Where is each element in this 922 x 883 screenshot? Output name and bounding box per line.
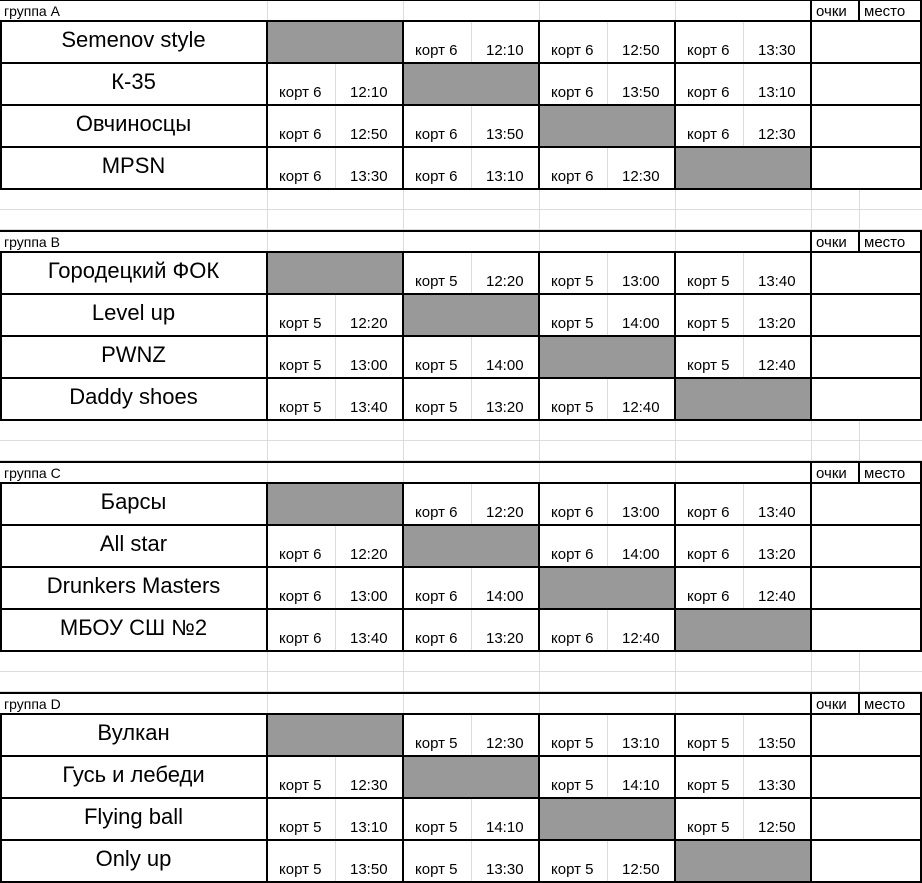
cell-gridline bbox=[607, 63, 608, 105]
spacer-gridline bbox=[403, 651, 404, 693]
spacer-gridline bbox=[267, 189, 268, 231]
cell-gridline bbox=[335, 105, 336, 147]
self-match-cell bbox=[675, 840, 811, 882]
match-time: 13:00 bbox=[622, 504, 660, 521]
match-court: корт 6 bbox=[551, 630, 594, 647]
match-time: 12:40 bbox=[622, 399, 660, 416]
cell-gridline bbox=[743, 756, 744, 798]
team-name: Барсы bbox=[100, 489, 167, 514]
cell-gridline bbox=[743, 105, 744, 147]
spacer-gridline bbox=[267, 420, 268, 462]
row-border bbox=[0, 20, 922, 22]
cell-gridline bbox=[607, 714, 608, 756]
spacer-gridline bbox=[403, 189, 404, 231]
cell-gridline bbox=[607, 294, 608, 336]
match-time: 14:00 bbox=[486, 357, 524, 374]
place-header: место bbox=[864, 234, 906, 251]
cell-gridline bbox=[471, 21, 472, 63]
cell-gridline bbox=[607, 147, 608, 189]
row-border bbox=[0, 104, 922, 106]
cell-gridline bbox=[335, 63, 336, 105]
header-gridline bbox=[539, 0, 540, 21]
row-border bbox=[0, 566, 922, 568]
team-name: Daddy shoes bbox=[69, 384, 198, 409]
match-court: корт 6 bbox=[687, 84, 730, 101]
place-header: место bbox=[864, 696, 906, 713]
match-court: корт 6 bbox=[415, 588, 458, 605]
team-name: Flying ball bbox=[83, 804, 184, 829]
column-border bbox=[538, 483, 540, 651]
spacer-gridline bbox=[675, 189, 676, 231]
match-time: 12:40 bbox=[622, 630, 660, 647]
cell-gridline bbox=[335, 567, 336, 609]
match-time: 13:20 bbox=[486, 630, 524, 647]
cell-gridline bbox=[471, 378, 472, 420]
match-time: 12:40 bbox=[758, 588, 796, 605]
team-name: МБОУ СШ №2 bbox=[59, 615, 208, 640]
cell-gridline bbox=[743, 294, 744, 336]
cell-gridline bbox=[607, 756, 608, 798]
spacer-gridline bbox=[403, 420, 404, 462]
row-border bbox=[0, 62, 922, 64]
cell-gridline bbox=[335, 756, 336, 798]
cell-gridline bbox=[335, 840, 336, 882]
header-column-border bbox=[810, 693, 812, 714]
row-border bbox=[0, 839, 922, 841]
column-border bbox=[402, 252, 404, 420]
match-time: 13:20 bbox=[486, 399, 524, 416]
self-match-cell bbox=[267, 714, 403, 756]
match-court: корт 6 bbox=[551, 42, 594, 59]
match-time: 12:10 bbox=[350, 84, 388, 101]
match-time: 14:10 bbox=[486, 819, 524, 836]
match-court: корт 6 bbox=[279, 168, 322, 185]
spacer-gridline bbox=[539, 651, 540, 693]
cell-gridline bbox=[607, 609, 608, 651]
match-court: корт 5 bbox=[551, 777, 594, 794]
row-border bbox=[0, 650, 922, 652]
header-gridline bbox=[539, 462, 540, 483]
match-time: 12:40 bbox=[758, 357, 796, 374]
match-time: 13:50 bbox=[758, 735, 796, 752]
match-time: 14:00 bbox=[622, 315, 660, 332]
table-left-border bbox=[0, 21, 2, 189]
match-time: 12:30 bbox=[622, 168, 660, 185]
match-time: 13:30 bbox=[758, 42, 796, 59]
cell-gridline bbox=[743, 252, 744, 294]
match-court: корт 5 bbox=[279, 315, 322, 332]
column-border bbox=[810, 252, 812, 420]
match-court: корт 5 bbox=[551, 399, 594, 416]
spacer-gridline bbox=[859, 189, 860, 231]
match-court: корт 6 bbox=[687, 588, 730, 605]
cell-gridline bbox=[607, 252, 608, 294]
match-court: корт 5 bbox=[551, 735, 594, 752]
team-name: MPSN bbox=[101, 153, 166, 178]
match-court: корт 6 bbox=[551, 168, 594, 185]
match-court: корт 6 bbox=[551, 84, 594, 101]
team-name: Овчиносцы bbox=[75, 111, 192, 136]
self-match-cell bbox=[539, 105, 675, 147]
table-left-border bbox=[0, 714, 2, 882]
match-time: 12:30 bbox=[758, 126, 796, 143]
cell-gridline bbox=[471, 798, 472, 840]
cell-gridline bbox=[607, 483, 608, 525]
cell-gridline bbox=[743, 336, 744, 378]
row-border bbox=[0, 755, 922, 757]
match-time: 12:50 bbox=[622, 861, 660, 878]
match-court: корт 6 bbox=[551, 504, 594, 521]
column-border bbox=[674, 252, 676, 420]
header-gridline bbox=[403, 0, 404, 21]
match-court: корт 5 bbox=[279, 777, 322, 794]
group-top-border bbox=[0, 692, 922, 694]
match-time: 13:40 bbox=[350, 630, 388, 647]
group-title: группа D bbox=[4, 696, 61, 712]
header-column-border bbox=[858, 0, 860, 21]
table-left-border bbox=[0, 252, 2, 420]
header-gridline bbox=[675, 462, 676, 483]
group-title: группа С bbox=[4, 465, 61, 481]
team-name: All star bbox=[99, 531, 168, 556]
cell-gridline bbox=[471, 105, 472, 147]
points-header: очки bbox=[816, 234, 847, 251]
match-time: 12:30 bbox=[350, 777, 388, 794]
match-time: 13:00 bbox=[622, 273, 660, 290]
self-match-cell bbox=[675, 609, 811, 651]
spacer-gridline bbox=[0, 440, 922, 441]
header-column-border bbox=[810, 231, 812, 252]
column-border bbox=[538, 714, 540, 882]
self-match-cell bbox=[267, 483, 403, 525]
match-court: корт 5 bbox=[687, 777, 730, 794]
row-border bbox=[0, 377, 922, 379]
match-court: корт 6 bbox=[687, 504, 730, 521]
team-name: PWNZ bbox=[101, 342, 166, 367]
match-court: корт 6 bbox=[415, 630, 458, 647]
group-top-border bbox=[0, 0, 922, 1]
cell-gridline bbox=[471, 483, 472, 525]
cell-gridline bbox=[335, 798, 336, 840]
header-gridline bbox=[267, 462, 268, 483]
match-court: корт 6 bbox=[279, 84, 322, 101]
match-time: 13:10 bbox=[350, 819, 388, 836]
match-court: корт 5 bbox=[415, 861, 458, 878]
match-time: 13:40 bbox=[350, 399, 388, 416]
cell-gridline bbox=[607, 840, 608, 882]
row-border bbox=[0, 419, 922, 421]
column-border bbox=[810, 21, 812, 189]
column-border bbox=[810, 714, 812, 882]
header-column-border bbox=[858, 693, 860, 714]
match-court: корт 5 bbox=[687, 273, 730, 290]
match-time: 13:50 bbox=[350, 861, 388, 878]
group-title: группа А bbox=[4, 3, 60, 19]
column-border bbox=[674, 714, 676, 882]
match-court: корт 5 bbox=[687, 819, 730, 836]
row-border bbox=[0, 713, 922, 715]
self-match-cell bbox=[675, 378, 811, 420]
column-border bbox=[674, 21, 676, 189]
column-border bbox=[402, 483, 404, 651]
self-match-cell bbox=[539, 336, 675, 378]
cell-gridline bbox=[743, 798, 744, 840]
team-name: Drunkers Masters bbox=[46, 573, 221, 598]
cell-gridline bbox=[471, 609, 472, 651]
column-border bbox=[266, 483, 268, 651]
row-border bbox=[0, 188, 922, 190]
column-border bbox=[402, 21, 404, 189]
self-match-cell bbox=[539, 567, 675, 609]
self-match-cell bbox=[403, 525, 539, 567]
match-court: корт 5 bbox=[279, 819, 322, 836]
team-name: Only up bbox=[95, 846, 172, 871]
cell-gridline bbox=[607, 378, 608, 420]
match-time: 12:10 bbox=[486, 42, 524, 59]
self-match-cell bbox=[403, 756, 539, 798]
row-border bbox=[0, 608, 922, 610]
row-border bbox=[0, 524, 922, 526]
match-time: 13:10 bbox=[622, 735, 660, 752]
row-border bbox=[0, 335, 922, 337]
cell-gridline bbox=[743, 567, 744, 609]
match-time: 12:20 bbox=[350, 546, 388, 563]
column-border bbox=[266, 252, 268, 420]
match-time: 13:00 bbox=[350, 357, 388, 374]
column-border bbox=[538, 21, 540, 189]
match-time: 12:50 bbox=[622, 42, 660, 59]
points-header: очки bbox=[816, 465, 847, 482]
spacer-gridline bbox=[675, 420, 676, 462]
match-court: корт 5 bbox=[415, 819, 458, 836]
cell-gridline bbox=[471, 840, 472, 882]
match-court: корт 6 bbox=[687, 42, 730, 59]
match-time: 13:30 bbox=[758, 777, 796, 794]
header-gridline bbox=[675, 693, 676, 714]
group-top-border bbox=[0, 461, 922, 463]
match-time: 13:40 bbox=[758, 273, 796, 290]
match-court: корт 5 bbox=[415, 357, 458, 374]
header-gridline bbox=[539, 693, 540, 714]
column-border bbox=[538, 252, 540, 420]
spacer-gridline bbox=[675, 651, 676, 693]
cell-gridline bbox=[335, 294, 336, 336]
header-gridline bbox=[403, 231, 404, 252]
row-border bbox=[0, 251, 922, 253]
match-time: 13:50 bbox=[622, 84, 660, 101]
row-border bbox=[0, 482, 922, 484]
cell-gridline bbox=[743, 21, 744, 63]
cell-gridline bbox=[607, 21, 608, 63]
header-gridline bbox=[403, 462, 404, 483]
match-time: 12:20 bbox=[486, 504, 524, 521]
spacer-gridline bbox=[811, 189, 812, 231]
cell-gridline bbox=[335, 525, 336, 567]
match-court: корт 6 bbox=[687, 546, 730, 563]
cell-gridline bbox=[743, 714, 744, 756]
header-column-border bbox=[810, 0, 812, 21]
spacer-gridline bbox=[0, 209, 922, 210]
match-court: корт 6 bbox=[551, 546, 594, 563]
match-time: 12:20 bbox=[350, 315, 388, 332]
match-court: корт 5 bbox=[415, 273, 458, 290]
team-name: Level up bbox=[91, 300, 176, 325]
row-border bbox=[0, 797, 922, 799]
spacer-gridline bbox=[859, 420, 860, 462]
header-gridline bbox=[403, 693, 404, 714]
match-court: корт 5 bbox=[415, 399, 458, 416]
column-border bbox=[674, 483, 676, 651]
match-court: корт 5 bbox=[551, 861, 594, 878]
header-column-border bbox=[810, 462, 812, 483]
spacer-gridline bbox=[811, 420, 812, 462]
team-name: Вулкан bbox=[97, 720, 170, 745]
match-court: корт 6 bbox=[415, 168, 458, 185]
match-time: 14:10 bbox=[622, 777, 660, 794]
match-court: корт 6 bbox=[415, 42, 458, 59]
place-header: место bbox=[864, 465, 906, 482]
header-gridline bbox=[267, 0, 268, 21]
cell-gridline bbox=[335, 336, 336, 378]
place-header: место bbox=[864, 3, 906, 20]
match-time: 13:20 bbox=[758, 546, 796, 563]
match-court: корт 5 bbox=[415, 735, 458, 752]
cell-gridline bbox=[471, 147, 472, 189]
match-court: корт 5 bbox=[687, 357, 730, 374]
team-name: Semenov style bbox=[61, 27, 206, 52]
row-border bbox=[0, 293, 922, 295]
header-gridline bbox=[539, 231, 540, 252]
spacer-gridline bbox=[267, 651, 268, 693]
header-gridline bbox=[267, 231, 268, 252]
cell-gridline bbox=[335, 609, 336, 651]
column-border bbox=[266, 21, 268, 189]
cell-gridline bbox=[471, 252, 472, 294]
cell-gridline bbox=[743, 483, 744, 525]
cell-gridline bbox=[335, 378, 336, 420]
match-court: корт 6 bbox=[279, 630, 322, 647]
group-top-border bbox=[0, 230, 922, 232]
points-header: очки bbox=[816, 3, 847, 20]
cell-gridline bbox=[607, 525, 608, 567]
match-court: корт 5 bbox=[551, 315, 594, 332]
self-match-cell bbox=[403, 294, 539, 336]
header-column-border bbox=[858, 231, 860, 252]
self-match-cell bbox=[539, 798, 675, 840]
cell-gridline bbox=[471, 714, 472, 756]
match-time: 13:50 bbox=[486, 126, 524, 143]
match-court: корт 5 bbox=[279, 399, 322, 416]
spacer-gridline bbox=[539, 420, 540, 462]
self-match-cell bbox=[675, 147, 811, 189]
table-left-border bbox=[0, 483, 2, 651]
cell-gridline bbox=[471, 336, 472, 378]
self-match-cell bbox=[267, 21, 403, 63]
match-court: корт 6 bbox=[687, 126, 730, 143]
header-gridline bbox=[675, 0, 676, 21]
match-court: корт 6 bbox=[415, 504, 458, 521]
match-time: 13:10 bbox=[758, 84, 796, 101]
match-court: корт 6 bbox=[279, 126, 322, 143]
match-time: 13:10 bbox=[486, 168, 524, 185]
match-court: корт 6 bbox=[415, 126, 458, 143]
match-court: корт 5 bbox=[551, 273, 594, 290]
match-time: 12:30 bbox=[486, 735, 524, 752]
match-court: корт 6 bbox=[279, 588, 322, 605]
match-time: 12:50 bbox=[758, 819, 796, 836]
match-time: 13:30 bbox=[350, 168, 388, 185]
match-time: 12:50 bbox=[350, 126, 388, 143]
spacer-gridline bbox=[859, 651, 860, 693]
match-court: корт 5 bbox=[279, 357, 322, 374]
team-name: Гусь и лебеди bbox=[62, 762, 205, 787]
self-match-cell bbox=[267, 252, 403, 294]
group-title: группа В bbox=[4, 234, 60, 250]
spacer-gridline bbox=[0, 671, 922, 672]
column-border bbox=[266, 714, 268, 882]
column-border bbox=[402, 714, 404, 882]
header-gridline bbox=[675, 231, 676, 252]
match-time: 13:40 bbox=[758, 504, 796, 521]
match-time: 13:00 bbox=[350, 588, 388, 605]
spacer-gridline bbox=[539, 189, 540, 231]
cell-gridline bbox=[335, 147, 336, 189]
team-name: Городецкий ФОК bbox=[47, 258, 220, 283]
match-time: 14:00 bbox=[622, 546, 660, 563]
spacer-gridline bbox=[811, 651, 812, 693]
self-match-cell bbox=[403, 63, 539, 105]
column-border bbox=[810, 483, 812, 651]
match-time: 13:20 bbox=[758, 315, 796, 332]
row-border bbox=[0, 146, 922, 148]
cell-gridline bbox=[743, 63, 744, 105]
header-column-border bbox=[858, 462, 860, 483]
match-time: 13:30 bbox=[486, 861, 524, 878]
team-name: К-35 bbox=[111, 69, 156, 94]
cell-gridline bbox=[743, 525, 744, 567]
match-court: корт 5 bbox=[687, 735, 730, 752]
match-court: корт 5 bbox=[687, 315, 730, 332]
match-court: корт 6 bbox=[279, 546, 322, 563]
match-court: корт 5 bbox=[279, 861, 322, 878]
match-time: 12:20 bbox=[486, 273, 524, 290]
points-header: очки bbox=[816, 696, 847, 713]
header-gridline bbox=[267, 693, 268, 714]
cell-gridline bbox=[471, 567, 472, 609]
match-time: 14:00 bbox=[486, 588, 524, 605]
